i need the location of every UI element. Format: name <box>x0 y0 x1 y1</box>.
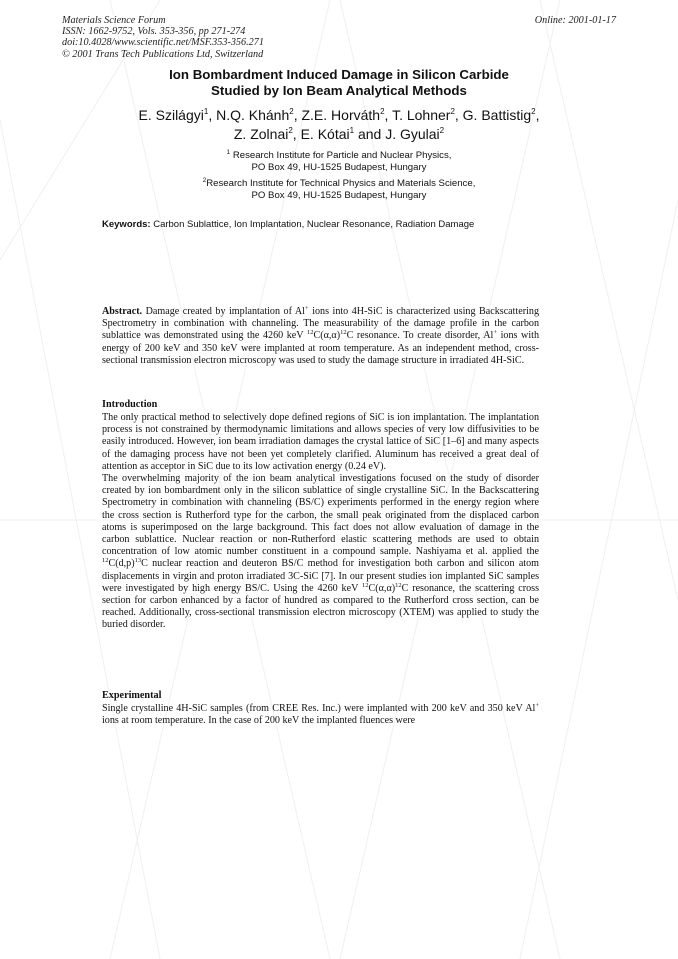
author-list <box>0 106 678 143</box>
author-line-2: Z. Zolnai$^2$, E. Kótai$^1$ and J. Gyulai$^2$ <box>233 125 445 142</box>
author-name: G. Battistig <box>462 107 532 123</box>
author-affiliation-mark: 1 <box>349 125 355 135</box>
issn-line: ISSN: 1662-9752, Vols. 353-356, pp 271-274 <box>62 26 246 38</box>
affiliation-address: PO Box 49, HU-1525 Budapest, Hungary <box>251 190 427 201</box>
author-line-1: E. Szilágyi$^1$, N.Q. Khánh$^2$, Z.E. Horváth$^2$, T. Lohner$^2$, G. Battistig$^2$, <box>138 107 540 123</box>
paragraph <box>102 473 539 632</box>
doi-line[interactable]: doi:10.4028/www.scientific.net/MSF.353-356.271 <box>62 37 264 49</box>
keywords <box>102 219 474 230</box>
author-affiliation-mark: 2 <box>531 107 536 116</box>
affiliation-institute: Research Institute for Technical Physics and Materials Science, <box>206 178 476 189</box>
affiliation-1 <box>0 150 678 174</box>
abstract-text: Damage created by implantation of Al <box>145 306 305 317</box>
author-affiliation-mark: 2 <box>439 125 445 135</box>
paragraph-text: C nuclear reaction and deuteron BS/C method for investigation both carbon and silicon atom displacements in virgin and proton irradiated 3C-SiC [7]. In our present studies ion implanted SiC samples were investigated by high energy BS/C. Using the 4260 keV <box>102 558 539 594</box>
abstract-text: ions into 4H-SiC is characterized using Backscattering Spectrometry in combination with channeling. The measurability of the damage profile in the carbon sublattice was demonstrated using the 4260 keV <box>102 306 539 342</box>
author-affiliation-mark: 1 <box>203 107 209 116</box>
paragraph-text: C resonance, the scattering cross section for carbon enhanced by a factor of hundred as compared to the Rutherford cross section, can be reached. Additionally, cross-sectional transmission electron microscopy (XTEM) was applied to study the buried disorder. <box>102 582 539 631</box>
affiliation-2 <box>0 178 678 202</box>
online-date: Online: 2001-01-17 <box>534 15 616 26</box>
superscript: + <box>493 329 498 337</box>
superscript: 12 <box>307 329 314 337</box>
affiliation-mark: 2 <box>202 177 207 184</box>
author-name: T. Lohner <box>392 107 451 123</box>
author-name: Z. Zolnai <box>233 125 289 142</box>
paragraph: The only practical method to selectively dope defined regions of SiC is ion implantation. The implantation process is not constrained by thermodynamic limitations and allows species of very low diffusivities to be easily introduced. However, ion beam irradiation damages the crystal lattice of SiC [1–6] and many aspects of the damaging process have not been yet completely clarified. Aluminum has received a great deal of attention as acceptor in SiC due to its low activation energy (0.24 eV). <box>102 412 539 472</box>
affiliation-mark: 1 <box>226 149 231 156</box>
introduction-body <box>102 412 539 632</box>
abstract-text: C resonance. To create disorder, Al <box>346 330 494 342</box>
publication-header <box>62 15 264 60</box>
paragraph-text: C(α,α) <box>368 582 396 594</box>
superscript: 13 <box>134 557 142 565</box>
abstract-label: Abstract. <box>102 306 143 317</box>
superscript: 12 <box>395 581 402 589</box>
affiliation-institute: Research Institute for Particle and Nuclear Physics, <box>232 150 452 161</box>
keywords-label: Keywords: <box>102 219 151 230</box>
author-affiliation-mark: 2 <box>288 125 293 135</box>
experimental-heading: Experimental <box>102 690 162 701</box>
introduction-heading: Introduction <box>102 399 158 410</box>
author-name: E. Kótai <box>300 125 350 142</box>
author-affiliation-mark: 2 <box>289 107 294 116</box>
journal-name: Materials Science Forum <box>62 15 166 26</box>
author-name: Z.E. Horváth <box>301 107 381 123</box>
author-conjunction: and <box>357 125 382 142</box>
keywords-text: Carbon Sublattice, Ion Implantation, Nuclear Resonance, Radiation Damage <box>153 219 475 230</box>
title-line-1: Ion Bombardment Induced Damage in Silicon Carbide <box>169 67 509 82</box>
superscript: 12 <box>102 557 109 565</box>
author-name: J. Gyulai <box>385 125 440 142</box>
superscript: + <box>535 702 539 709</box>
paragraph-text: ions at room temperature. In the case of 200 keV the implanted fluences were <box>102 715 416 727</box>
copyright-line: © 2001 Trans Tech Publications Ltd, Switzerland <box>62 48 264 60</box>
paragraph-text: Single crystalline 4H-SiC samples (from CREE Res. Inc.) were implanted with 200 keV and 350 keV Al <box>102 703 536 714</box>
superscript: 12 <box>340 329 347 337</box>
abstract-text: ions with energy of 200 keV and 350 keV were implanted at room temperature. As an independent method, cross-sectional transmission electron microscopy was used to study the damage structure in irradiated 4H-SiC. <box>102 330 539 366</box>
abstract-text: C(α,α) <box>313 330 341 342</box>
superscript: 12 <box>362 581 369 589</box>
paragraph-text: The overwhelming majority of the ion beam analytical investigations focused on the study of disorder created by ion bombardment only in the silicon sublattice of single crystalline SiC. In the Backscattering Spectrometry in combination with channeling (BS/C) experiments performed in the energy region where the cross section is Rutherford type for the carbon, the small peak originated from the displaced carbon atoms is superimposed on the large background. This fact does not allow evaluation of damage in the carbon sublattice. Nuclear reaction or non-Rutherford elastic scattering methods are used to obtain concentration of low atomic number constituent in a compound sample. Nashiyama et al. applied the <box>102 473 539 558</box>
superscript: + <box>305 305 309 312</box>
author-affiliation-mark: 2 <box>380 107 385 116</box>
title-line-2: Studied by Ion Beam Analytical Methods <box>211 82 467 98</box>
experimental-body <box>102 703 539 727</box>
author-affiliation-mark: 2 <box>450 107 455 116</box>
paragraph-text: C(d,p) <box>108 558 135 570</box>
abstract <box>102 306 539 367</box>
author-name: N.Q. Khánh <box>216 107 290 123</box>
paper-title <box>0 67 678 98</box>
author-name: E. Szilágyi <box>138 107 204 123</box>
affiliation-address: PO Box 49, HU-1525 Budapest, Hungary <box>251 162 427 173</box>
